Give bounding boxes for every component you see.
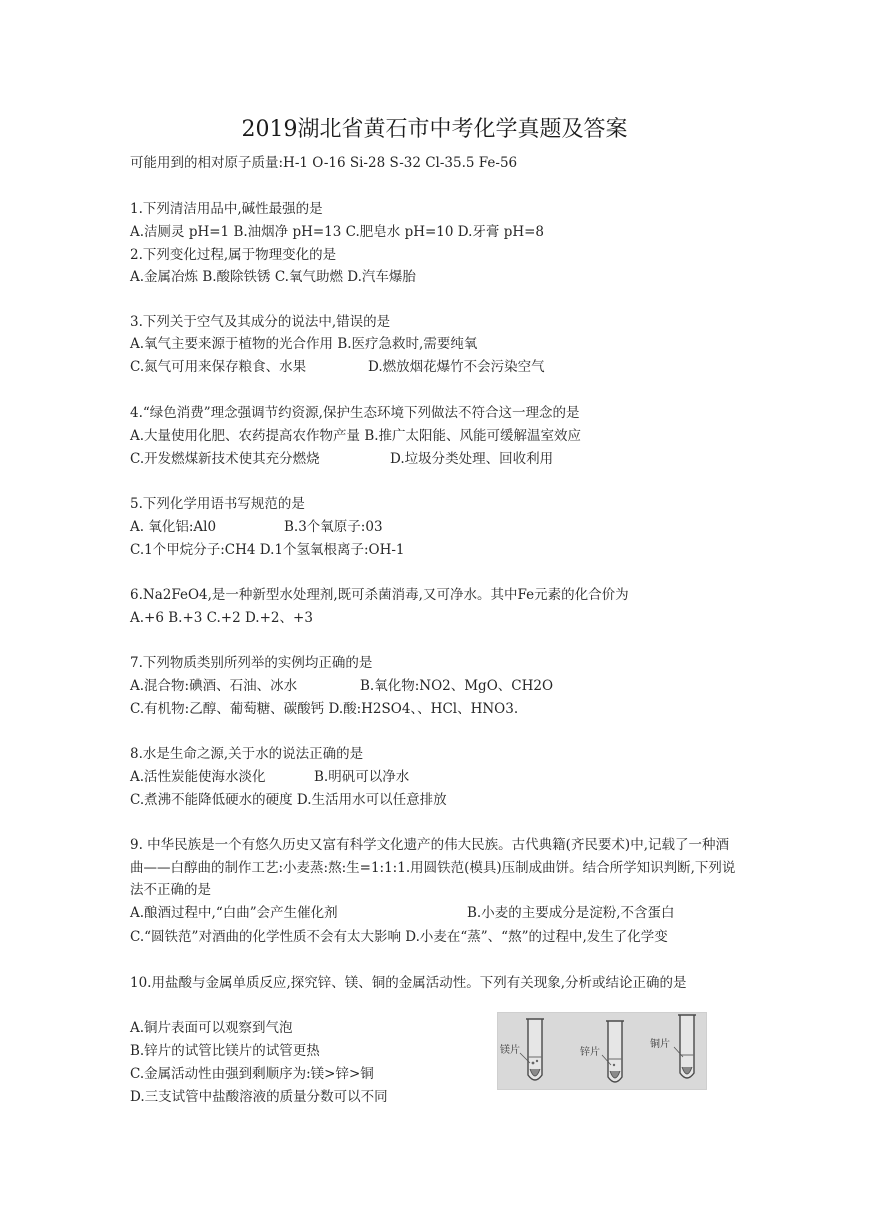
question-5-stem: 5.下列化学用语书写规范的是 — [130, 496, 305, 512]
test-tubes-figure — [497, 1012, 707, 1090]
question-4-option-d: D.垃圾分类处理、回收利用 — [390, 451, 554, 467]
question-9-stem: 9. 中华民族是一个有悠久历史又富有科学文化遗产的伟大民族。古代典籍(齐民要术)中,记载了一种酒曲——白醇曲的制作工艺:小麦蒸:熬:生=1:1:1.用圆铁范(模具)压制成曲饼。结合所学知识判断,下列说法不正确的是 — [130, 837, 736, 898]
question-10-option-a: A.铜片表面可以观察到气泡 — [130, 1020, 293, 1036]
question-5-option-b: B.3个氧原子:03 — [284, 519, 383, 535]
question-3-stem: 3.下列关于空气及其成分的说法中,错误的是 — [130, 314, 391, 330]
question-7-option-b: B.氧化物:NO2、MgO、CH2O — [360, 678, 554, 694]
question-10-stem: 10.用盐酸与金属单质反应,探究锌、镁、铜的金属活动性。下列有关现象,分析或结论正确的是 — [130, 975, 687, 991]
test-tube-1 — [526, 1019, 544, 1080]
test-tube-2 — [606, 1021, 624, 1082]
question-8-option-b: B.明矾可以净水 — [314, 769, 410, 785]
page-title: 2019湖北省黄石市中考化学真题及答案 — [241, 117, 628, 142]
question-3-option-d: D.燃放烟花爆竹不会污染空气 — [368, 359, 545, 375]
label-copper: 铜片 — [650, 1039, 670, 1050]
question-7-option-a: A.混合物:碘酒、石油、冰水 — [130, 678, 298, 694]
question-8-option-a: A.活性炭能使海水淡化 — [130, 769, 266, 785]
question-10-option-c: C.金属活动性由强到剩顺序为:镁>锌>铜 — [130, 1066, 374, 1082]
question-3-options-ab: A.氧气主要来源于植物的光合作用 B.医疗急救时,需要纯氧 — [130, 336, 478, 352]
atomic-masses-line: 可能用到的相对原子质量:H-1 O-16 Si-28 S-32 Cl-35.5 Fe-56 — [130, 155, 518, 171]
question-8-stem: 8.水是生命之源,关于水的说法正确的是 — [130, 746, 364, 762]
label-zinc: 锌片 — [580, 1047, 600, 1058]
question-5-option-a: A. 氧化铝:Al0 — [130, 519, 217, 535]
question-1-stem: 1.下列清洁用品中,碱性最强的是 — [130, 201, 323, 217]
question-2-stem: 2.下列变化过程,属于物理变化的是 — [130, 247, 337, 263]
label-magnesium: 镁片 — [500, 1045, 520, 1056]
question-7-stem: 7.下列物质类别所列举的实例均正确的是 — [130, 655, 373, 671]
question-10-option-d: D.三支试管中盐酸溶液的质量分数可以不同 — [130, 1089, 388, 1105]
question-4-stem: 4.“绿色消费”理念强调节约资源,保护生态环境下列做法不符合这一理念的是 — [130, 405, 580, 421]
question-2-options: A.金属冶炼 B.酸除铁锈 C.氧气助燃 D.汽车爆胎 — [130, 269, 416, 285]
question-1-options: A.洁厕灵 pH=1 B.油烟净 pH=13 C.肥皂水 pH=10 D.牙膏 pH=8 — [130, 224, 545, 240]
question-8-options-cd: C.煮沸不能降低硬水的硬度 D.生活用水可以任意排放 — [130, 792, 447, 808]
test-tube-3 — [678, 1015, 696, 1078]
test-tubes-illustration — [498, 1013, 706, 1089]
question-6-stem: 6.Na2FeO4,是一种新型水处理剂,既可杀菌消毒,又可净水。其中Fe元素的化合价为 — [130, 587, 629, 603]
question-9-options-cd: C.“圆铁范”对酒曲的化学性质不会有太大影响 D.小麦在“蒸”、“熬”的过程中,发生了化学变 — [130, 929, 668, 945]
question-7-options-cd: C.有机物:乙醇、葡萄糖、碳酸钙 D.酸:H2SO4、、HCl、HNO3. — [130, 701, 519, 717]
question-5-options-cd: C.1个甲烷分子:CH4 D.1个氢氧根离子:OH-1 — [130, 542, 405, 558]
question-4-options-ab: A.大量使用化肥、农药提高农作物产量 B.推广太阳能、风能可缓解温室效应 — [130, 428, 582, 444]
question-4-option-c: C.开发燃煤新技术使其充分燃烧 — [130, 451, 320, 467]
question-3-option-c: C.氮气可用来保存粮食、水果 — [130, 359, 307, 375]
question-9-option-b: B.小麦的主要成分是淀粉,不含蛋白 — [467, 905, 675, 921]
question-6-options: A.+6 B.+3 C.+2 D.+2、+3 — [130, 610, 313, 626]
question-10-option-b: B.锌片的试管比镁片的试管更热 — [130, 1043, 320, 1059]
question-9-option-a: A.酿酒过程中,“白曲”会产生催化剂 — [130, 905, 338, 921]
